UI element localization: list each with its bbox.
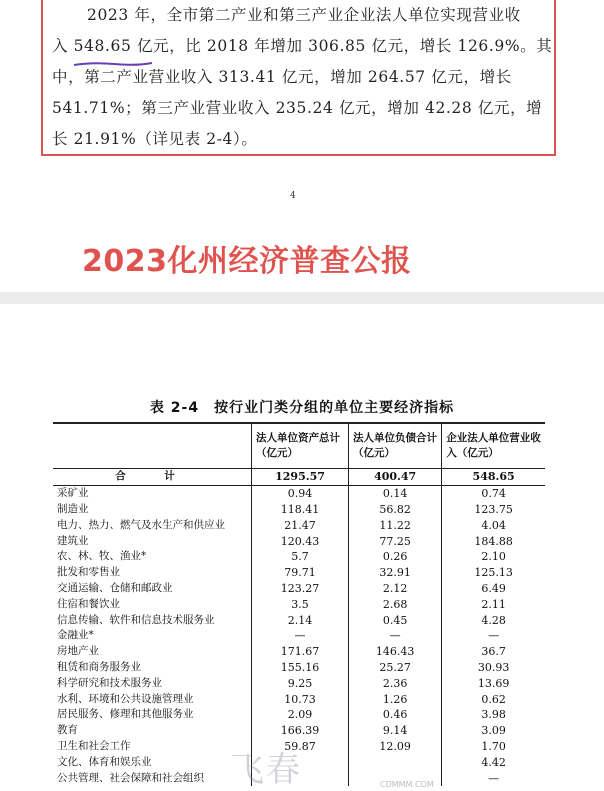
paragraph-line: 2023 年，全市第二产业和第三产业企业法人单位实现营业收 <box>87 6 521 24</box>
header-assets: 法人单位资产总计（亿元） <box>252 423 349 469</box>
row-value: 0.94 <box>252 485 349 501</box>
row-value: 79.71 <box>252 565 349 581</box>
row-value: 12.09 <box>349 739 442 755</box>
header-category <box>53 423 252 469</box>
row-label: 电力、热力、燃气及水生产和供应业 <box>57 518 225 531</box>
row-label: 公共管理、社会保障和社会组织 <box>57 771 204 784</box>
paragraph-line: 中，第二产业营业收入 313.41 亿元，增加 264.57 亿元，增长 <box>52 68 512 86</box>
row-label: 文化、体育和娱乐业 <box>57 755 152 768</box>
row-value: 1.26 <box>349 691 442 707</box>
row-value: 0.62 <box>442 691 545 707</box>
headline: 2023化州经济普查公报 <box>82 244 412 279</box>
table-row <box>53 517 545 533</box>
economic-indicators-table <box>53 422 545 786</box>
watermark-logo: 飞春 <box>230 750 302 790</box>
row-label: 交通运输、仓储和邮政业 <box>57 581 173 594</box>
row-value: 77.25 <box>349 533 442 549</box>
row-value: 166.39 <box>252 723 349 739</box>
table-row <box>53 549 545 565</box>
row-value: 56.82 <box>349 502 442 518</box>
table-row <box>53 485 545 501</box>
table-row <box>53 691 545 707</box>
paragraph-line: 541.71%；第三产业营业收入 235.24 亿元，增加 42.28 亿元，增 <box>52 99 543 117</box>
row-label: 住宿和餐饮业 <box>57 597 120 610</box>
paragraph-line: 入 548.65 亿元，比 2018 年增加 306.85 亿元，增长 126.9%。其 <box>52 37 553 55</box>
row-value: 123.27 <box>252 581 349 597</box>
total-label: 合 计 <box>53 469 252 486</box>
watermark-url: CDMMM.COM <box>380 780 434 789</box>
row-value: 155.16 <box>252 660 349 676</box>
row-label: 金融业* <box>57 629 94 642</box>
row-value: 36.7 <box>442 644 545 660</box>
row-label: 建筑业 <box>57 534 89 547</box>
row-value: 21.47 <box>252 517 349 533</box>
row-value: 32.91 <box>349 565 442 581</box>
row-value: 4.04 <box>442 517 545 533</box>
row-label: 制造业 <box>57 502 89 515</box>
row-value: 0.26 <box>349 549 442 565</box>
row-value: 59.87 <box>252 739 349 755</box>
row-value: — <box>442 770 545 786</box>
row-value: 123.75 <box>442 502 545 518</box>
total-liabilities: 400.47 <box>349 469 442 486</box>
row-value: — <box>252 628 349 644</box>
table-row <box>53 644 545 660</box>
row-value: 184.88 <box>442 533 545 549</box>
table-row <box>53 565 545 581</box>
row-value: 5.7 <box>252 549 349 565</box>
row-label: 科学研究和技术服务业 <box>57 676 162 689</box>
row-label: 房地产业 <box>57 645 99 658</box>
row-value: 3.5 <box>252 596 349 612</box>
row-value: 146.43 <box>349 644 442 660</box>
row-value: 171.67 <box>252 644 349 660</box>
row-value: 4.28 <box>442 612 545 628</box>
row-label: 水利、环境和公共设施管理业 <box>57 692 194 705</box>
row-value: 0.46 <box>349 707 442 723</box>
total-assets: 1295.57 <box>252 469 349 486</box>
table-row <box>53 628 545 644</box>
row-value: 2.14 <box>252 612 349 628</box>
row-value: 6.49 <box>442 581 545 597</box>
row-value: 2.09 <box>252 707 349 723</box>
row-value: 0.45 <box>349 612 442 628</box>
row-value: 125.13 <box>442 565 545 581</box>
row-label: 农、林、牧、渔业* <box>57 550 147 563</box>
row-value: — <box>349 628 442 644</box>
report-paragraph <box>52 0 553 155</box>
table-row <box>53 660 545 676</box>
table-title: 表 2-4 按行业门类分组的单位主要经济指标 <box>149 400 455 416</box>
row-value: 0.14 <box>349 485 442 501</box>
header-revenue: 企业法人单位营业收入（亿元） <box>442 423 545 469</box>
row-label: 批发和零售业 <box>57 566 120 579</box>
row-value <box>349 754 442 770</box>
row-value: 2.12 <box>349 581 442 597</box>
row-value: 118.41 <box>252 502 349 518</box>
row-value: 30.93 <box>442 660 545 676</box>
table-row <box>53 581 545 597</box>
row-value: 4.42 <box>442 754 545 770</box>
row-value: 0.74 <box>442 485 545 501</box>
row-label: 采矿业 <box>57 487 89 500</box>
header-liabilities: 法人单位负债合计（亿元） <box>349 423 442 469</box>
page-number: 4 <box>290 191 296 201</box>
page-separator <box>0 292 604 304</box>
table-row <box>53 723 545 739</box>
row-label: 卫生和社会工作 <box>57 739 131 752</box>
table-row <box>53 596 545 612</box>
row-value: 3.09 <box>442 723 545 739</box>
row-label: 居民服务、修理和其他服务业 <box>57 708 194 721</box>
handwritten-underline <box>72 60 154 68</box>
row-value: 13.69 <box>442 675 545 691</box>
row-value: 120.43 <box>252 533 349 549</box>
row-value: 2.10 <box>442 549 545 565</box>
table-row <box>53 707 545 723</box>
table-total-row <box>53 469 545 486</box>
row-value: 1.70 <box>442 739 545 755</box>
table-row <box>53 612 545 628</box>
row-value: 25.27 <box>349 660 442 676</box>
row-label: 教育 <box>57 724 78 737</box>
table-row <box>53 533 545 549</box>
row-value: 3.98 <box>442 707 545 723</box>
table-row <box>53 502 545 518</box>
total-revenue: 548.65 <box>442 469 545 486</box>
row-value: 2.36 <box>349 675 442 691</box>
row-label: 租赁和商务服务业 <box>57 660 141 673</box>
table-header-row <box>53 423 545 469</box>
row-value: 2.68 <box>349 596 442 612</box>
row-value: 11.22 <box>349 517 442 533</box>
row-value: 2.11 <box>442 596 545 612</box>
row-value: 10.73 <box>252 691 349 707</box>
row-label: 信息传输、软件和信息技术服务业 <box>57 613 215 626</box>
row-value: — <box>442 628 545 644</box>
paragraph-line: 长 21.91%（详见表 2-4）。 <box>52 130 258 148</box>
row-value: 9.25 <box>252 675 349 691</box>
table-row <box>53 675 545 691</box>
row-value: 9.14 <box>349 723 442 739</box>
